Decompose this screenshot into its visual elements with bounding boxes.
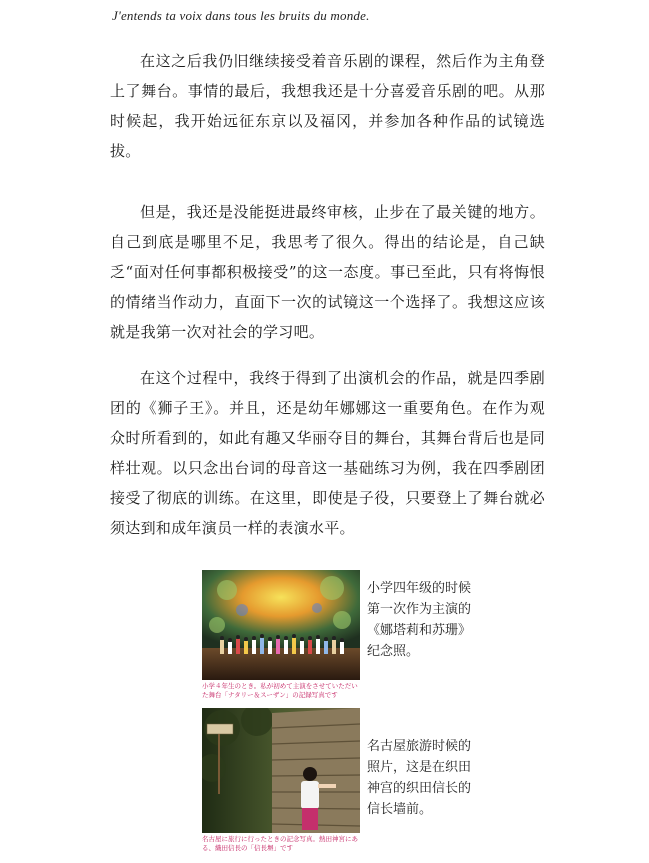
photo-caption-jp: 小学４年生のとき。私が初めて主演をさせていただいた舞台「ナタリー＆スーザン」の記録写真です (202, 682, 358, 699)
photo-block-stage (202, 570, 480, 700)
wall-photo-image (202, 708, 360, 833)
photo-caption-jp-2: 名古屋に旅行に行ったときの記念写真。熱田神宮にある、織田信長の「信長塀」です (202, 835, 358, 852)
running-header: J'entends ta voix dans tous les bruits du monde. (112, 8, 370, 23)
photo-caption-cn: 小学四年级的时候第一次作为主演的《娜塔莉和苏珊》纪念照。 (367, 581, 472, 659)
wall-photo (202, 708, 360, 833)
stage-photo (202, 570, 360, 680)
paragraph-3: 在这个过程中，我终于得到了出演机会的作品，就是四季剧团的《狮子王》。并且，还是幼年娜娜这一重要角色。在作为观众时所看到的，如此有趣又华丽夺目的舞台，其舞台背后也是同样壮观。以只念出台词的母音这一基础练习为例，我在四季剧团接受了彻底的训练。在这里，即使是子役，只要登上了舞台就必须达到和成年演员一样的表演水平。 (110, 369, 545, 537)
paragraph-2: 但是，我还是没能挺进最终审核，止步在了最关键的地方。自己到底是哪里不足，我思考了很久。得出的结论是，自己缺乏“面对任何事都积极接受”的这一态度。事已至此，只有将悔恨的情绪当作动力，直面下一次的试镜这一个选择了。我想这应该就是我第一次对社会的学习吧。 (110, 203, 545, 341)
photo-block-wall (202, 708, 480, 858)
photo-caption-cn-2: 名古屋旅游时候的照片，这是在织田神宫的织田信长的信长墙前。 (367, 739, 472, 817)
paragraph-1: 在这之后我仍旧继续接受着音乐剧的课程，然后作为主角登上了舞台。事情的最后，我想我还是十分喜爱音乐剧的吧。从那时候起，我开始远征东京以及福冈，并参加各种作品的试镜选拔。 (110, 52, 545, 160)
stage-photo-image (202, 570, 360, 680)
